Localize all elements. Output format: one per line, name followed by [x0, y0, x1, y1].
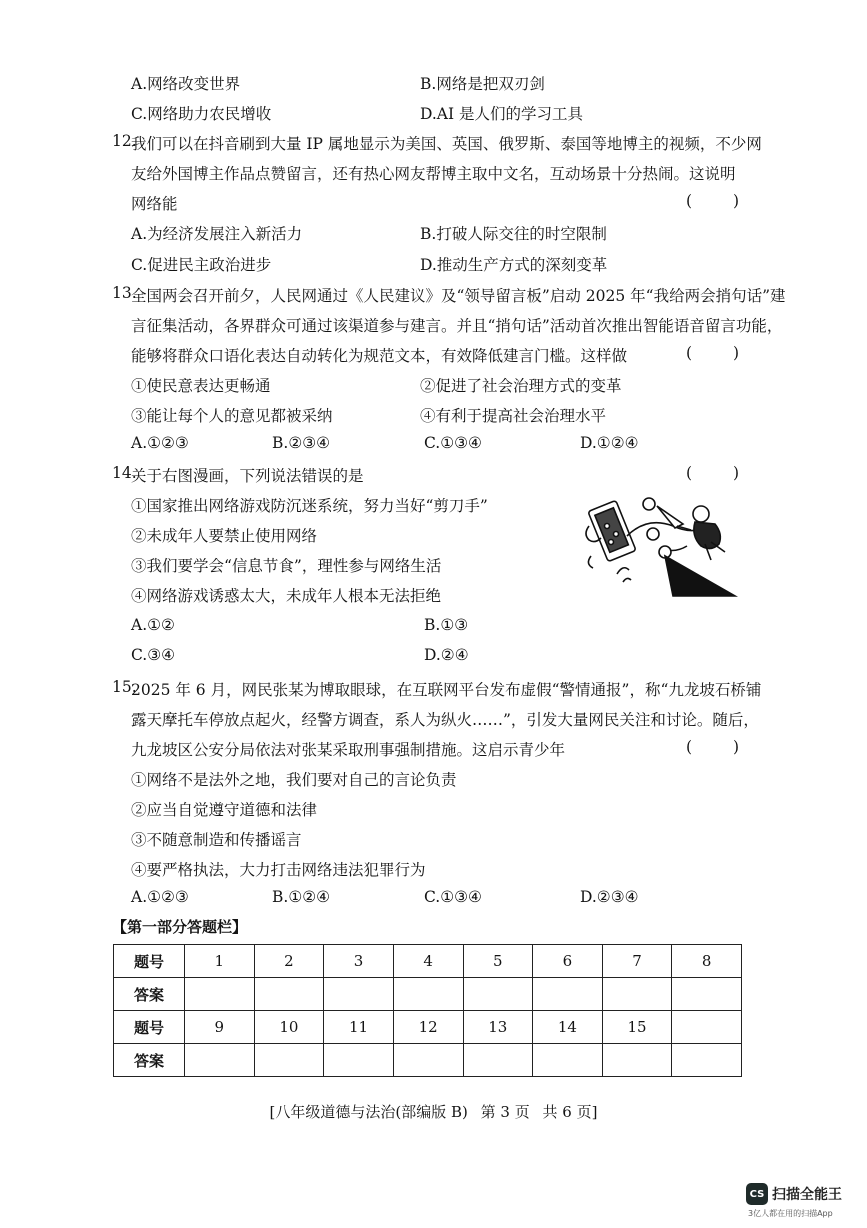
- comic-illustration: [583, 486, 741, 598]
- q11-option-a: A.网络改变世界: [131, 75, 241, 93]
- table-row: [114, 945, 742, 978]
- page-footer: [0, 1101, 867, 1122]
- table-row: [114, 1044, 742, 1077]
- row-label-number: 题号: [114, 945, 185, 978]
- row-label-answer: 答案: [114, 1044, 185, 1077]
- q12-option-b: B.打破人际交往的时空限制: [420, 225, 607, 243]
- answer-cell[interactable]: [254, 978, 324, 1011]
- q12-answer-paren: ( ): [686, 192, 758, 210]
- q13-stem-line-3: 能够将群众口语化表达自动转化为规范文本，有效降低建言门槛。这样做: [131, 347, 628, 365]
- question-number-cell: 12: [393, 1011, 463, 1044]
- question-number-cell: 4: [393, 945, 463, 978]
- answer-cell[interactable]: [463, 1044, 533, 1077]
- q13-statement-2: ②促进了社会治理方式的变革: [420, 377, 622, 395]
- answer-cell[interactable]: [185, 1044, 255, 1077]
- answer-cell[interactable]: [533, 978, 603, 1011]
- answer-table: [113, 944, 742, 1077]
- q15-stem-line-1: 2025 年 6 月，网民张某为博取眼球，在互联网平台发布虚假“警情通报”，称“九龙坡石桥铺: [131, 681, 762, 699]
- q15-statement-4: ④要严格执法，大力打击网络违法犯罪行为: [131, 861, 426, 879]
- q15-stem-line-2: 露天摩托车停放点起火，经警方调查，系人为纵火……”，引发大量网民关注和讨论。随后，: [131, 711, 759, 729]
- q13-number: 13.: [112, 284, 137, 302]
- q13-option-d: D.①②④: [580, 434, 639, 452]
- question-number-cell: 7: [602, 945, 672, 978]
- q15-statement-2: ②应当自觉遵守道德和法律: [131, 801, 318, 819]
- question-number-cell: 1: [185, 945, 255, 978]
- question-number-cell: [672, 1011, 742, 1044]
- answer-cell[interactable]: [254, 1044, 324, 1077]
- q13-option-a: A.①②③: [131, 434, 189, 452]
- answer-cell[interactable]: [324, 1044, 394, 1077]
- q14-option-d: D.②④: [424, 646, 469, 664]
- q13-stem-line-2: 言征集活动，各界群众可通过该渠道参与建言。并且“捎句话”活动首次推出智能语音留言功能，: [131, 317, 783, 335]
- q14-number: 14.: [112, 464, 137, 482]
- q12-stem-line-3: 网络能: [131, 195, 178, 213]
- q12-stem-line-2: 友给外国博主作品点赞留言，还有热心网友帮博主取中文名，互动场景十分热闹。这说明: [131, 165, 736, 183]
- footer-total: 共 6 页]: [542, 1103, 598, 1121]
- answer-cell[interactable]: [463, 978, 533, 1011]
- q15-stem-line-3: 九龙坡区公安分局依法对张某采取刑事强制措施。这启示青少年: [131, 741, 566, 759]
- q13-statement-4: ④有利于提高社会治理水平: [420, 407, 607, 425]
- question-number-cell: 9: [185, 1011, 255, 1044]
- q12-option-a: A.为经济发展注入新活力: [131, 225, 303, 243]
- scanner-app-name: 扫描全能王: [772, 1187, 842, 1203]
- q11-option-c: C.网络助力农民增收: [131, 105, 272, 123]
- question-number-cell: 8: [672, 945, 742, 978]
- question-number-cell: 14: [533, 1011, 603, 1044]
- q14-statement-3: ③我们要学会“信息节食”，理性参与网络生活: [131, 557, 442, 575]
- q14-option-a: A.①②: [131, 616, 175, 634]
- q14-statement-1: ①国家推出网络游戏防沉迷系统，努力当好“剪刀手”: [131, 497, 488, 515]
- q13-stem-line-1: 全国两会召开前夕，人民网通过《人民建议》及“领导留言板”启动 2025 年“我给两会捎句话”建: [131, 287, 786, 305]
- q15-option-c: C.①③④: [424, 888, 482, 906]
- q12-number: 12.: [112, 132, 137, 150]
- figure-head: [693, 506, 709, 522]
- q15-option-a: A.①②③: [131, 888, 189, 906]
- question-number-cell: 10: [254, 1011, 324, 1044]
- question-number-cell: 3: [324, 945, 394, 978]
- question-number-cell: 2: [254, 945, 324, 978]
- q14-statement-4: ④网络游戏诱惑太大，未成年人根本无法拒绝: [131, 587, 442, 605]
- q12-option-d: D.推动生产方式的深刻变革: [420, 256, 608, 274]
- q15-option-b: B.①②④: [272, 888, 331, 906]
- question-number-cell: 13: [463, 1011, 533, 1044]
- answer-cell[interactable]: [672, 1044, 742, 1077]
- q15-number: 15.: [112, 678, 137, 696]
- question-number-cell: 11: [324, 1011, 394, 1044]
- q14-option-c: C.③④: [131, 646, 176, 664]
- answer-cell[interactable]: [672, 978, 742, 1011]
- q13-option-b: B.②③④: [272, 434, 331, 452]
- q14-option-b: B.①③: [424, 616, 469, 634]
- footer-subject: [八年级道德与法治(部编版 B): [269, 1103, 468, 1121]
- answer-cell[interactable]: [533, 1044, 603, 1077]
- row-label-answer: 答案: [114, 978, 185, 1011]
- question-number-cell: 15: [602, 1011, 672, 1044]
- shadow-wedge: [665, 556, 735, 596]
- question-number-cell: 6: [533, 945, 603, 978]
- footer-page: 第 3 页: [480, 1103, 530, 1121]
- q13-answer-paren: ( ): [686, 344, 758, 362]
- cable-shape: [627, 523, 703, 536]
- answer-cell[interactable]: [393, 978, 463, 1011]
- q13-statement-1: ①使民意表达更畅通: [131, 377, 271, 395]
- question-number-cell: 5: [463, 945, 533, 978]
- q14-answer-paren: ( ): [686, 464, 758, 482]
- q11-option-d: D.AI 是人们的学习工具: [420, 105, 584, 123]
- answer-cell[interactable]: [602, 978, 672, 1011]
- row-label-number: 题号: [114, 1011, 185, 1044]
- answer-cell[interactable]: [185, 978, 255, 1011]
- answer-cell[interactable]: [602, 1044, 672, 1077]
- q12-option-c: C.促进民主政治进步: [131, 256, 272, 274]
- q14-statement-2: ②未成年人要禁止使用网络: [131, 527, 318, 545]
- q15-statement-1: ①网络不是法外之地，我们要对自己的言论负责: [131, 771, 457, 789]
- q12-stem-line-1: 我们可以在抖音刷到大量 IP 属地显示为美国、英国、俄罗斯、泰国等地博主的视频，不少网: [131, 135, 762, 153]
- cs-logo-icon: CS: [746, 1183, 768, 1205]
- q13-option-c: C.①③④: [424, 434, 482, 452]
- q13-statement-3: ③能让每个人的意见都被采纳: [131, 407, 333, 425]
- answer-cell[interactable]: [393, 1044, 463, 1077]
- q14-stem: 关于右图漫画，下列说法错误的是: [131, 467, 364, 485]
- scanner-tagline: 3亿人都在用的扫描App: [748, 1209, 833, 1218]
- q15-answer-paren: ( ): [686, 738, 758, 756]
- q15-statement-3: ③不随意制造和传播谣言: [131, 831, 302, 849]
- q15-option-d: D.②③④: [580, 888, 639, 906]
- table-row: [114, 978, 742, 1011]
- answer-cell[interactable]: [324, 978, 394, 1011]
- table-row: [114, 1011, 742, 1044]
- answer-section-title: 【第一部分答题栏】: [112, 918, 248, 936]
- scanner-watermark: [746, 1183, 842, 1205]
- q11-option-b: B.网络是把双刃剑: [420, 75, 545, 93]
